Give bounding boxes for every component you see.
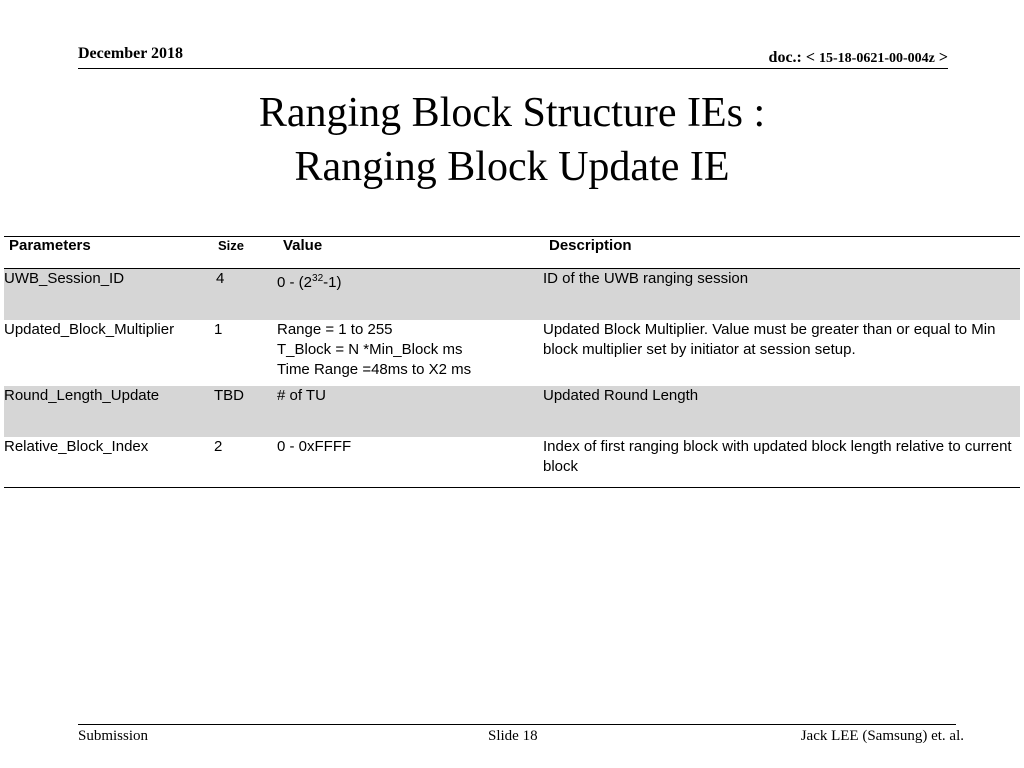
cell-value: [277, 269, 543, 320]
cell-value: 0 - 0xFFFF: [277, 437, 352, 455]
value-tail: -1): [323, 274, 342, 291]
cell-parameter: Updated_Block_Multiplier: [4, 320, 175, 338]
table-row: [4, 437, 1020, 488]
cell-description: Updated Block Multiplier. Value must be greater than or equal to Min block multiplier set by initiator at session setup.: [543, 320, 996, 358]
header-date: December 2018: [78, 45, 183, 62]
footer-author: Jack LEE (Samsung) et. al.: [800, 728, 964, 744]
cell-description: Index of first ranging block with updated block length relative to current block: [543, 437, 1012, 475]
doc-suffix: >: [938, 49, 948, 66]
header-doc-id: [769, 49, 948, 67]
cell-parameter: UWB_Session_ID: [4, 270, 125, 287]
header-divider: [78, 68, 948, 69]
table-header-row: [4, 237, 1020, 269]
footer-submission: Submission: [78, 728, 149, 744]
table-row: [4, 320, 1020, 386]
cell-size: TBD: [214, 386, 244, 404]
doc-prefix: doc.: <: [768, 49, 815, 66]
table-row: [4, 386, 1020, 437]
title-line-1: Ranging Block Structure IEs :: [258, 90, 766, 136]
footer-slide-number: Slide 18: [488, 728, 538, 744]
value-line: Time Range =48ms to X2 ms: [277, 360, 472, 378]
value-exponent: 32: [312, 273, 324, 284]
title-line-2: Ranging Block Update IE: [294, 144, 730, 190]
value-base: 0 - (2: [277, 274, 313, 291]
cell-parameter: Relative_Block_Index: [4, 437, 149, 455]
doc-code: 15-18-0621-00-004z: [819, 51, 935, 66]
cell-description: ID of the UWB ranging session: [543, 270, 749, 287]
header-description: Description: [549, 237, 632, 254]
parameters-table: [4, 236, 1020, 488]
cell-parameter: Round_Length_Update: [4, 386, 160, 404]
cell-size: 4: [216, 270, 225, 287]
cell-value: # of TU: [277, 386, 326, 404]
cell-description: Updated Round Length: [543, 386, 699, 404]
header-value: Value: [283, 237, 323, 254]
value-line: T_Block = N *Min_Block ms: [277, 340, 463, 358]
table-row: [4, 269, 1020, 320]
cell-size: 2: [214, 437, 223, 455]
header-size: Size: [218, 238, 245, 253]
header-parameters: Parameters: [9, 237, 91, 254]
value-line: Range = 1 to 255: [277, 320, 393, 338]
slide-title: [0, 86, 1024, 194]
cell-size: 1: [214, 320, 223, 338]
footer-divider: [78, 724, 956, 725]
cell-value: [277, 320, 543, 386]
